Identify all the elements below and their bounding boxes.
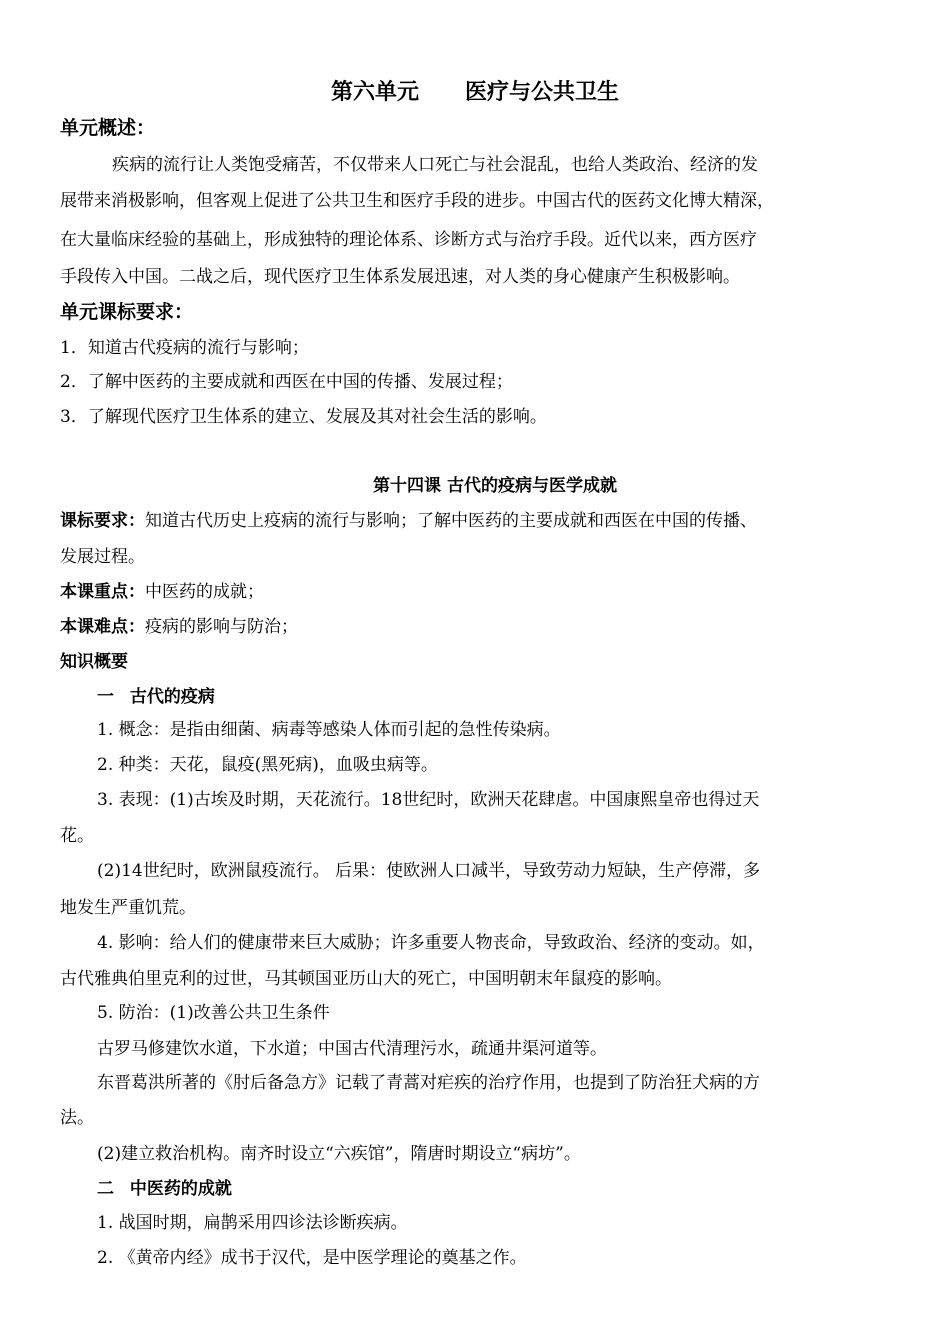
unit-title-name: 医疗与公共卫生 [465,79,620,105]
difficulty-label: 本课难点： [60,617,145,637]
content-line: 法。 [60,1108,94,1128]
unit-overview-line: 在大量临床经验的基础上，形成独特的理论体系、诊断方式与治疗手段。近代以来，西方医疗 [60,230,757,250]
difficulty-text: 疫病的影响与防治； [145,617,298,637]
requirements-text: 知道古代历史上疫病的流行与影响；了解中医药的主要成就和西医在中国的传播、 [145,511,757,531]
unit-title-number: 第六单元 [330,79,419,105]
unit-overview-line: 疾病的流行让人类饱受痛苦，不仅带来人口死亡与社会混乱，也给人类政治、经济的发 [112,155,758,175]
content-line: 3. 表现：(1)古埃及时期，天花流行。18世纪时，欧洲天花肆虐。中国康熙皇帝也得过天 [97,790,760,810]
unit-standard-item: 1．知道古代疫病的流行与影响； [60,338,309,358]
content-line: (2)建立救治机构。南齐时设立“六疾馆”，隋唐时期设立“病坊”。 [97,1144,581,1164]
content-line: 4. 影响：给人们的健康带来巨大威胁；许多重要人物丧命，导致政治、经济的变动。如， [97,933,765,953]
lesson-title: 第十四课 古代的疫病与医学成就 [373,476,617,496]
unit-title [0,78,950,106]
content-line: 2. 种类：天花，鼠疫(黑死病)，血吸虫病等。 [97,755,438,775]
content-line: 1. 战国时期，扁鹊采用四诊法诊断疾病。 [97,1213,408,1233]
unit-standard-item: 3．了解现代医疗卫生体系的建立、发展及其对社会生活的影响。 [60,407,547,427]
content-line: 地发生严重饥荒。 [60,898,196,918]
unit-overview-line: 手段传入中国。二战之后，现代医疗卫生体系发展迅速，对人类的身心健康产生积极影响。 [60,267,740,287]
content-line: 花。 [60,826,94,846]
unit-overview-line: 展带来消极影响，但客观上促进了公共卫生和医疗手段的进步。中国古代的医药文化博大精深， [60,191,774,211]
unit-standards-heading: 单元课标要求： [60,301,194,323]
content-line: 5. 防治：(1)改善公共卫生条件 [97,1003,330,1023]
content-line: 东晋葛洪所著的《肘后备急方》记载了青蒿对疟疾的治疗作用，也提到了防治狂犬病的方 [97,1073,760,1093]
section-heading: 一 古代的疫病 [97,687,215,707]
section-heading: 二 中医药的成就 [97,1179,232,1199]
requirements-label: 课标要求： [60,511,145,531]
content-line: 古代雅典伯里克利的过世，马其顿国亚历山大的死亡，中国明朝末年鼠疫的影响。 [60,969,672,989]
unit-overview-heading: 单元概述： [60,117,156,139]
content-line: 1. 概念：是指由细菌、病毒等感染人体而引起的急性传染病。 [97,720,561,740]
lesson-requirements [60,509,757,533]
content-line: 古罗马修建饮水道，下水道；中国古代清理污水，疏通井渠河道等。 [97,1039,607,1059]
unit-standard-item: 2．了解中医药的主要成就和西医在中国的传播、发展过程； [60,372,513,392]
content-line: 2. 《黄帝内经》成书于汉代，是中医学理论的奠基之作。 [97,1248,527,1268]
key-point-label: 本课重点： [60,582,145,602]
lesson-difficulty [60,615,298,639]
lesson-key-point [60,580,264,604]
knowledge-overview-heading: 知识概要 [60,652,128,672]
requirements-text-cont: 发展过程。 [60,547,145,567]
content-line: (2)14世纪时，欧洲鼠疫流行。 后果：使欧洲人口减半，导致劳动力短缺，生产停滞，多 [97,861,761,881]
key-point-text: 中医药的成就； [145,582,264,602]
